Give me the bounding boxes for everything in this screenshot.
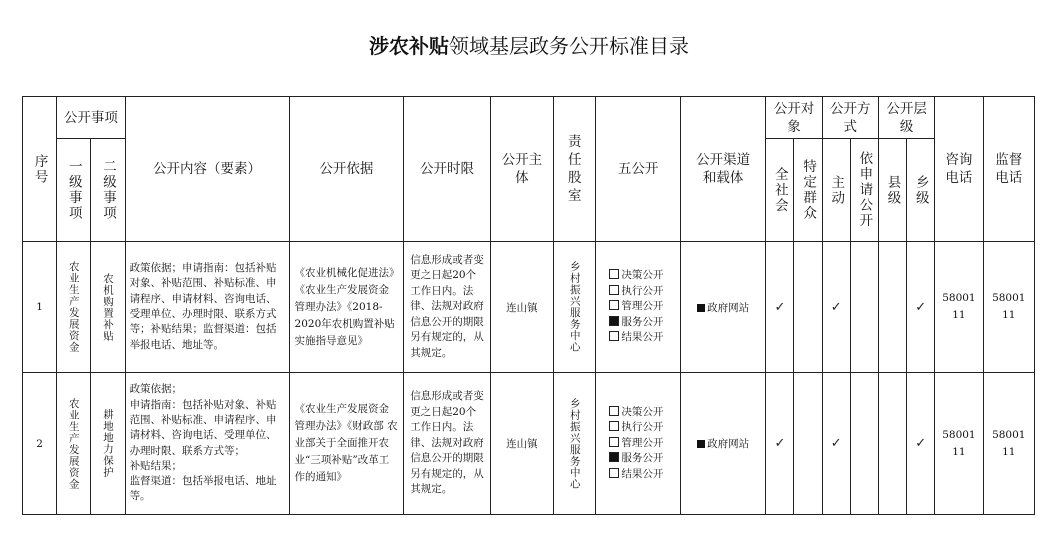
table-row bbox=[23, 373, 1035, 515]
header-subject: 公开主体 bbox=[490, 97, 553, 242]
header-basis: 公开依据 bbox=[289, 97, 404, 242]
row-specific-group bbox=[794, 242, 822, 373]
checkbox-option: 决策公开 bbox=[609, 405, 680, 421]
checkbox-option: 执行公开 bbox=[609, 420, 680, 436]
header-seq: 序号 bbox=[23, 97, 57, 242]
row-supervise-phone: 58001 11 bbox=[983, 373, 1034, 515]
checkbox-option: 管理公开 bbox=[609, 299, 680, 315]
header-time-limit: 公开时限 bbox=[404, 97, 491, 242]
header-level: 公开层级 bbox=[878, 97, 934, 139]
row-basis: 《农业生产发展资金管理办法》《财政部 农业部关于全面推开农业“三项补贴”改革工作的通知》 bbox=[289, 373, 404, 515]
row-level1: 农业生产发展资金 bbox=[57, 373, 91, 515]
row-level2: 农机购置补贴 bbox=[91, 242, 125, 373]
header-level2: 二级事项 bbox=[91, 139, 125, 242]
row-time-limit: 信息形成或者变更之日起20个工作日内。法律、法规对政府信息公开的期限另有规定的，从其规定。 bbox=[404, 373, 491, 515]
checkbox-option: 结果公开 bbox=[609, 330, 680, 346]
checkbox-icon bbox=[609, 421, 619, 431]
row-level1: 农业生产发展资金 bbox=[57, 242, 91, 373]
row-five-public bbox=[596, 242, 681, 373]
row-content: 政策依据；申请指南：包括补贴对象、补贴范围、补贴标准、申请程序、申请材料、咨询电话、受理单位、办理时限、联系方式等；补贴结果；监督渠道：包括举报电话、地址等。 bbox=[125, 242, 289, 373]
checkbox-checked-icon bbox=[609, 452, 619, 462]
row-level2: 耕地地力保护 bbox=[91, 373, 125, 515]
checkbox-icon bbox=[609, 437, 619, 447]
header-row-1 bbox=[23, 97, 1035, 139]
filled-square-icon bbox=[697, 304, 705, 312]
header-specific-group: 特定群众 bbox=[794, 139, 822, 242]
header-active: 主动 bbox=[822, 139, 850, 242]
header-target: 公开对象 bbox=[766, 97, 822, 139]
checkbox-icon bbox=[609, 468, 619, 478]
header-county: 县级 bbox=[878, 139, 906, 242]
row-township: ✓ bbox=[907, 242, 935, 373]
row-supervise-phone: 58001 11 bbox=[983, 242, 1034, 373]
row-consult-phone: 58001 11 bbox=[935, 242, 983, 373]
title-bold-part: 涉农补贴 bbox=[369, 34, 449, 58]
row-subject: 连山镇 bbox=[490, 373, 553, 515]
row-by-request bbox=[850, 373, 878, 515]
header-method: 公开方式 bbox=[822, 97, 878, 139]
header-level1: 一级事项 bbox=[57, 139, 91, 242]
row-seq: 2 bbox=[23, 373, 57, 515]
row-county bbox=[878, 373, 906, 515]
row-all-society: ✓ bbox=[766, 242, 794, 373]
row-subject: 连山镇 bbox=[490, 242, 553, 373]
checkbox-option: 服务公开 bbox=[609, 315, 680, 331]
header-channel: 公开渠道和载体 bbox=[680, 97, 766, 242]
table-row bbox=[23, 242, 1035, 373]
page-title bbox=[0, 33, 1058, 59]
checkbox-option: 服务公开 bbox=[609, 451, 680, 467]
checkbox-icon bbox=[609, 300, 619, 310]
checkbox-option: 管理公开 bbox=[609, 436, 680, 452]
checkbox-icon bbox=[609, 331, 619, 341]
five-public-list bbox=[596, 405, 680, 483]
row-channel: 政府网站 bbox=[680, 242, 766, 373]
row-five-public bbox=[596, 373, 681, 515]
header-supervise-phone: 监督电话 bbox=[983, 97, 1034, 242]
row-by-request bbox=[850, 242, 878, 373]
checkbox-option: 执行公开 bbox=[609, 284, 680, 300]
header-consult-phone: 咨询电话 bbox=[935, 97, 983, 242]
row-county bbox=[878, 242, 906, 373]
checkbox-option: 决策公开 bbox=[609, 268, 680, 284]
title-rest: 领域基层政务公开标准目录 bbox=[449, 34, 689, 58]
checkbox-icon bbox=[609, 269, 619, 279]
row-active: ✓ bbox=[822, 242, 850, 373]
row-specific-group bbox=[794, 373, 822, 515]
checkbox-option: 结果公开 bbox=[609, 467, 680, 483]
filled-square-icon bbox=[697, 440, 705, 448]
row-office: 乡村振兴服务中心 bbox=[554, 373, 596, 515]
checkbox-icon bbox=[609, 285, 619, 295]
row-active: ✓ bbox=[822, 373, 850, 515]
checkbox-checked-icon bbox=[609, 316, 619, 326]
row-township: ✓ bbox=[907, 373, 935, 515]
header-office: 责任股室 bbox=[554, 97, 596, 242]
row-all-society: ✓ bbox=[766, 373, 794, 515]
header-by-request: 依申请公开 bbox=[850, 139, 878, 242]
checkbox-icon bbox=[609, 406, 619, 416]
directory-table bbox=[22, 96, 1035, 515]
five-public-list bbox=[596, 268, 680, 346]
row-time-limit: 信息形成或者变更之日起20个工作日内。法律、法规对政府信息公开的期限另有规定的，从其规定。 bbox=[404, 242, 491, 373]
row-consult-phone: 58001 11 bbox=[935, 373, 983, 515]
header-public-item: 公开事项 bbox=[57, 97, 125, 139]
header-five-public: 五公开 bbox=[596, 97, 681, 242]
row-seq: 1 bbox=[23, 242, 57, 373]
header-all-society: 全社会 bbox=[766, 139, 794, 242]
row-channel: 政府网站 bbox=[680, 373, 766, 515]
row-office: 乡村振兴服务中心 bbox=[554, 242, 596, 373]
header-township: 乡级 bbox=[907, 139, 935, 242]
row-basis: 《农业机械化促进法》《农业生产发展资金管理办法》《2018-2020年农机购置补贴实施指导意见》 bbox=[289, 242, 404, 373]
header-content: 公开内容（要素） bbox=[125, 97, 289, 242]
row-content: 政策依据； 申请指南：包括补贴对象、补贴范围、补贴标准、申请程序、申请材料、咨询电话、受理单位、办理时限、联系方式等； 补贴结果； 监督渠道：包括举报电话、地址等。 bbox=[125, 373, 289, 515]
